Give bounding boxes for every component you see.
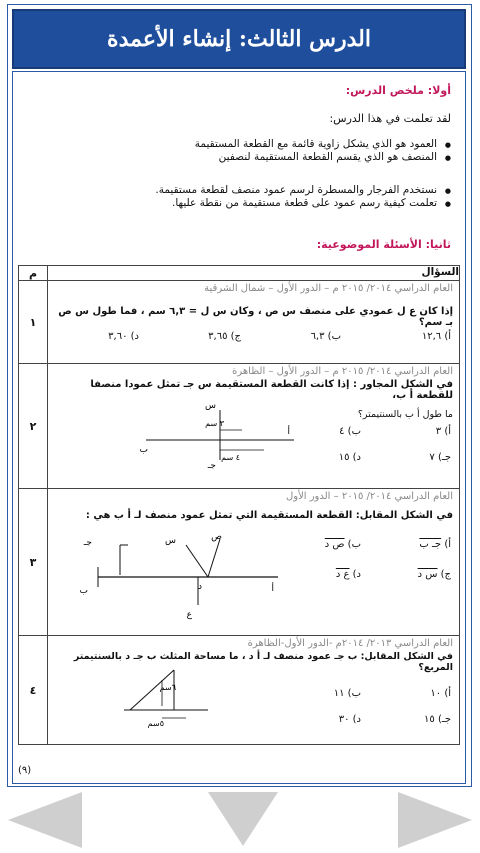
figure-q3: [79, 531, 288, 621]
summary-intro: لقد تعلمت في هذا الدرس:: [329, 112, 451, 125]
option-b: ب) ٦,٣: [310, 331, 341, 342]
question-number: ١: [19, 281, 48, 364]
question-text: في الشكل المقابل: القطعة المستقيمة التي تمثل عمود منصف لـ أ ب هي :: [85, 510, 453, 521]
option-a: أ) جـ ب: [419, 539, 451, 550]
figure-q4: [118, 666, 228, 726]
content-area: [12, 71, 466, 784]
question-cell-1: [48, 281, 460, 364]
summary-bullet: ● المنصف هو الذي يقسم القطعة المستقيمة لنصفين: [195, 151, 451, 164]
summary-bullet: ● العمود هو الذي يشكل زاوية قائمة مع القطعة المستقيمة: [195, 138, 451, 151]
question-source: العام الدراسي ٢٠١٣/ ٢٠١٤م -الدور الأول-الظاهرة: [247, 638, 453, 649]
question-number: ٤: [19, 636, 48, 745]
option-b: ب) ص د: [324, 539, 361, 550]
label-b: ب: [139, 445, 148, 455]
label-a: أ: [271, 584, 274, 594]
question-cell-2: [48, 364, 460, 489]
question-number: ٣: [19, 489, 48, 636]
page-number: (٩): [18, 765, 32, 776]
label-m2: ٤ سم: [221, 453, 240, 462]
table-header-row: [19, 266, 460, 281]
option-c: ج) س د: [417, 569, 451, 580]
option-a: أ) ١٠: [430, 688, 451, 699]
col-question-header: السؤال: [48, 266, 460, 281]
label-e: ع: [186, 610, 192, 620]
option-c: ج) ٣,٦٥: [208, 331, 241, 342]
question-cell-4: [48, 636, 460, 745]
table-row: [19, 489, 460, 636]
summary-bullet: ● نستخدم الفرجار والمسطرة لرسم عمود منصف لقطعة مستقيمة.: [155, 184, 451, 197]
option-d: د) ع د: [335, 569, 361, 580]
label-a: أ: [287, 427, 290, 437]
table-row: [19, 364, 460, 489]
question-cell-3: [48, 489, 460, 636]
question-source: العام الدراسي ٢٠١٤/ ٢٠١٥ م – الدور الأول – الظاهرة: [232, 366, 453, 377]
next-arrow-icon[interactable]: [398, 792, 472, 848]
label-m1: ٣ سم: [205, 419, 224, 428]
worksheet-page: [7, 4, 472, 787]
objective-heading: ثانيا: الأسئلة الموضوعية:: [316, 238, 451, 251]
summary-bullet: ● تعلمت كيفية رسم عمود على قطعة مستقيمة من نقطة عليها.: [155, 197, 451, 210]
label-d: د: [197, 582, 202, 592]
prev-arrow-icon[interactable]: [8, 792, 82, 848]
option-a: أ) ١٢,٦: [421, 331, 451, 342]
label-w: ٥سم: [147, 719, 164, 728]
questions-table: [18, 265, 460, 745]
bottom-nav: [0, 786, 480, 853]
label-b: ب: [79, 586, 88, 596]
label-j: جـ: [207, 461, 216, 471]
lesson-title-banner: [12, 9, 466, 69]
option-d: د) ٣,٦٠: [108, 331, 139, 342]
question-text: في الشكل المقابل: ب جـ عمود منصف لـ أ د ، ما مساحة المثلث ب جـ د بالسنتيمتر المربع؟: [73, 651, 453, 673]
table-row: [19, 636, 460, 745]
label-s: س: [205, 401, 216, 411]
table-row: [19, 281, 460, 364]
figure-q2: [139, 400, 304, 471]
label-h: ٦سم: [159, 683, 176, 692]
summary-list-2: [155, 184, 451, 210]
col-num-header: م: [19, 266, 48, 281]
option-d: د) ١٥: [338, 452, 361, 463]
label-p: ص: [211, 532, 222, 542]
question-subtext: ما طول أ ب بالسنتيمتر؟: [357, 409, 453, 420]
option-c: جـ) ٧: [429, 452, 451, 463]
summary-list-1: [195, 138, 451, 164]
label-s: س: [165, 536, 176, 546]
option-b: ب) ٤: [339, 426, 361, 437]
label-j: جـ: [83, 538, 92, 548]
option-c: جـ) ١٥: [424, 714, 451, 725]
question-number: ٢: [19, 364, 48, 489]
lesson-title: الدرس الثالث: إنشاء الأعمدة: [107, 26, 371, 52]
question-text: إذا كان ع ل عمودي على منصف س ص ، وكان س ل = ٦,٣ سم ، فما طول س ص بـ سم؟: [58, 306, 453, 328]
option-d: د) ٣٠: [338, 714, 361, 725]
option-a: أ) ٣: [435, 426, 451, 437]
question-source: العام الدراسي ٢٠١٤/ ٢٠١٥ م – الدور الأول – شمال الشرقية: [204, 283, 453, 294]
down-arrow-icon[interactable]: [208, 792, 278, 846]
option-b: ب) ١١: [333, 688, 361, 699]
question-source: العام الدراسي ٢٠١٤/ ٢٠١٥ – الدور الأول: [285, 491, 453, 502]
question-text: في الشكل المجاور : إذا كانت القطعة المستقيمة س جـ تمثل عمودا منصفا للقطعة أ ب،: [90, 379, 453, 401]
summary-heading: أولا: ملخص الدرس:: [345, 84, 451, 97]
